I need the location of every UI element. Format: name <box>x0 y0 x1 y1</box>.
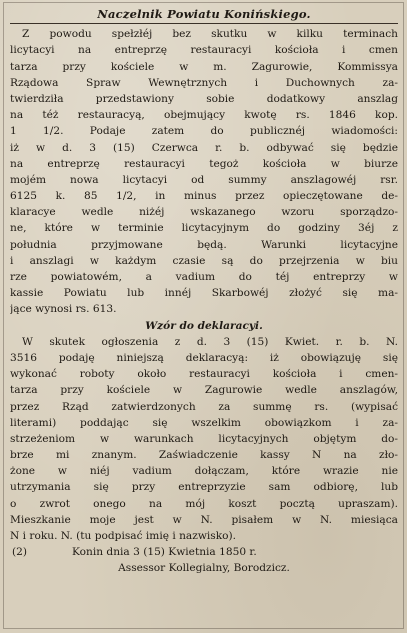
text-line: kassie Powiatu lub innéj Skarbowéj złożyć się ma- <box>10 287 398 300</box>
text-line: strzeżeniom w warunkach licytacyjnych objętym do- <box>10 432 398 445</box>
text-line: i anszlagi w każdym czasie są do przejrzenia w biu <box>10 254 398 267</box>
form-subheading: Wzór do deklaracyi. <box>145 319 263 332</box>
text-line: iż w d. 3 (15) Czerwca r. b. odbywać się będzie <box>10 141 398 154</box>
text-line: Z powodu spełzłéj bez skutku w kilku terminach <box>22 28 398 41</box>
text-line: południa przyjmowane będą. Warunki licytacyjne <box>10 238 398 251</box>
signatory: Assessor Kollegialny, Borodzicz. <box>118 562 290 575</box>
notice-number: (2) <box>12 546 28 559</box>
text-line: 3516 podaję niniejszą deklaracyą: iż obowiązuję się <box>10 351 398 364</box>
place-date: Konin dnia 3 (15) Kwietnia 1850 r. <box>72 546 257 559</box>
text-line: tarza przy kościele w Zagurowie wedle anszlagów, <box>10 384 398 397</box>
text-line: brze mi znanym. Zaświadczenie kassy N na zło- <box>10 449 398 462</box>
text-line: na téż restauracyą, obejmujący kwotę rs. 1846 kop. <box>10 109 398 122</box>
text-line: utrzymania się przy entreprzyzie sam odbiorę, lub <box>10 481 398 494</box>
text-line: W skutek ogłoszenia z d. 3 (15) Kwiet. r. b. N. <box>22 335 398 348</box>
text-line: 6125 k. 85 1/2, in minus przez opieczętowane de- <box>10 190 398 203</box>
text-line: przez Rząd zatwierdzonych za summę rs. (wypisać <box>10 400 398 413</box>
text-line: żone w niéj vadium dołączam, które wrazie nie <box>10 465 398 478</box>
text-line: licytacyi na entreprzę restauracyi kościoła i cmen <box>10 44 398 57</box>
announcement-paragraph <box>10 26 398 317</box>
text-line: Rządowa Spraw Wewnętrznych i Duchownych za- <box>10 76 398 89</box>
text-line: literami) poddając się wszelkim obowiązkom i za- <box>10 416 398 429</box>
text-line: jące wynosi rs. 613. <box>10 303 117 316</box>
signature-place-date <box>10 544 398 560</box>
text-line: Mieszkanie moje jest w N. pisałem w N. miesiąca <box>10 513 398 526</box>
text-line: 1 1/2. Podaje zatem do publicznéj wiadomości: <box>10 125 398 138</box>
text-line: na entreprzę restauracyi tegoż kościoła w biurze <box>10 157 398 170</box>
text-line: mojém nowa licytacyi od summy anszlagowéj rsr. <box>10 173 398 186</box>
text-line: twierdziła przedstawiony sobie dodatkowy anszlag <box>10 92 398 105</box>
declaration-form-paragraph <box>10 334 398 544</box>
heading-rule <box>10 23 398 24</box>
text-line: klaracye wedle niżéj wskazanego wzoru sporządzo- <box>10 206 398 219</box>
text-line: wykonać roboty około restauracyi kościoła i cmen- <box>10 368 398 381</box>
notice-heading: Naczelnik Powiatu Konińskiego. <box>97 7 311 21</box>
text-line: tarza przy kościele w m. Zagurowie, Kommissya <box>10 60 398 73</box>
text-line: ne, które w terminie licytacyjnym do godziny 3éj z <box>10 222 398 235</box>
text-line: N i roku. N. (tu podpisać imię i nazwisko). <box>10 530 237 543</box>
text-line: o zwrot onego na mój koszt pocztą upraszam). <box>10 497 398 510</box>
text-line: rze powiatowém, a vadium do téj entreprzy w <box>10 271 398 284</box>
